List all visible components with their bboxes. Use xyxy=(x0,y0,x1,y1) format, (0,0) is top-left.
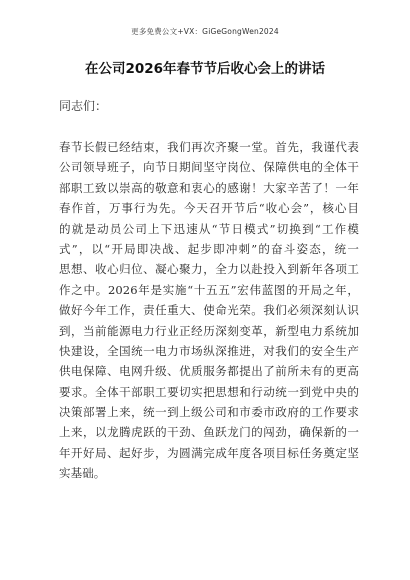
speech-body xyxy=(59,137,359,484)
body-line: 实基础。 xyxy=(59,466,106,481)
body-line: 公司领导班子，向节日期间坚守岗位、保障供电的全体干 xyxy=(59,160,359,175)
body-line: 部职工致以崇高的敬意和衷心的感谢！大家辛苦了！一年 xyxy=(59,180,359,195)
body-line: 年开好局、起好步，为圆满完成年度各项目标任务奠定坚 xyxy=(59,445,359,460)
salutation: 同志们： xyxy=(59,99,108,113)
body-line: 快建设，全国统一电力市场纵深推进，对我们的安全生产 xyxy=(59,343,359,358)
body-line: 作之中。2026年是实施“十五五”宏伟蓝图的开局之年， xyxy=(59,282,359,297)
body-line: 决策部署上来，统一到上级公司和市委市政府的工作要求 xyxy=(59,405,359,420)
body-line: 思想、收心归位、凝心聚力，全力以赴投入到新年各项工 xyxy=(59,262,359,277)
body-line: 的就是动员公司上下迅速从“节日模式”切换到“工作模 xyxy=(59,221,359,236)
body-line: 做好今年工作，责任重大、使命光荣。我们必须深刻认识 xyxy=(59,303,359,318)
body-line: 春节长假已经结束，我们再次齐聚一堂。首先，我谨代表 xyxy=(59,140,359,154)
header-note: 更多免费公文+VX：GiGeGongWen2024 xyxy=(131,27,279,36)
body-line: 要求。全体干部职工要切实把思想和行动统一到党中央的 xyxy=(59,384,359,399)
body-line: 上来，以龙腾虎跃的干劲、鱼跃龙门的闯劲，确保新的一 xyxy=(59,425,359,440)
body-line: 式”，以“开局即决战、起步即冲刺”的奋斗姿态，统一 xyxy=(59,241,359,256)
document-title: 在公司2026年春节节后收心会上的讲话 xyxy=(84,61,326,77)
body-line: 春作首，万事行为先。今天召开节后“收心会”，核心目 xyxy=(59,201,359,216)
body-line: 供电保障、电网升级、优质服务都提出了前所未有的更高 xyxy=(59,364,359,379)
body-line: 到，当前能源电力行业正经历深刻变革，新型电力系统加 xyxy=(59,323,359,338)
